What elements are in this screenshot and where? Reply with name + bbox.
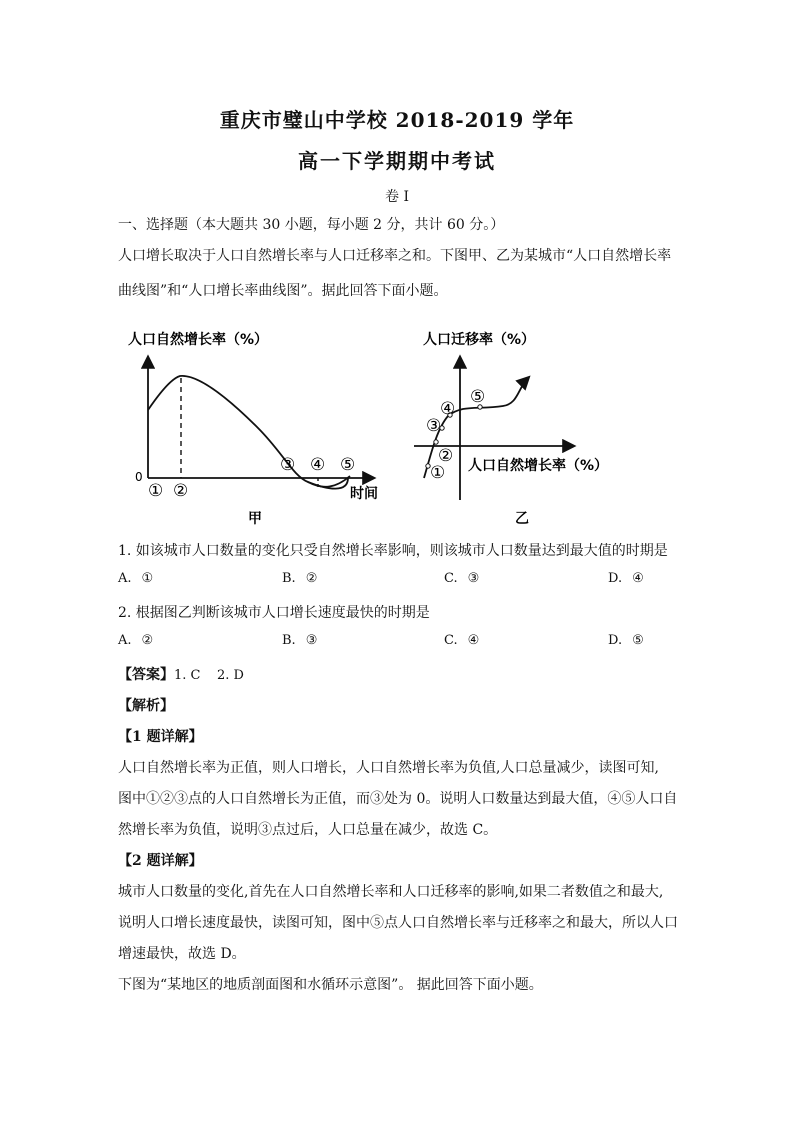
option-key: A. xyxy=(118,633,132,648)
left-origin: 0 xyxy=(135,470,143,484)
q2-detail-line-3: 增速最快，故选 D。 xyxy=(118,946,246,962)
q2-detail-line-1: 城市人口数量的变化,首先在人口自然增长率和人口迁移率的影响,如果二者数值之和最大, xyxy=(118,884,664,900)
intro-line-1: 人口增长取决于人口自然增长率与人口迁移率之和。下图甲、乙为某城市“人口自然增长率 xyxy=(118,248,672,264)
q2-detail-label: 【2 题详解】 xyxy=(118,853,203,869)
q1-option-a[interactable] xyxy=(118,571,153,586)
right-point-2 xyxy=(434,440,438,444)
q2-detail-line-2: 说明人口增长速度最快，读图可知，图中⑤点人口自然增长率与迁移率之和最大，所以人口 xyxy=(118,915,678,931)
option-text: ③ xyxy=(467,571,480,586)
option-key: D. xyxy=(608,571,623,586)
answer-label: 【答案】 xyxy=(118,667,174,683)
q1-option-b[interactable] xyxy=(282,571,317,586)
intro-line-2: 曲线图”和“人口增长率曲线图”。据此回答下面小题。 xyxy=(118,283,448,299)
option-key: A. xyxy=(118,571,132,586)
exam-title-line1: 重庆市璧山中学校 2018-2019 学年 xyxy=(219,108,575,132)
option-text: ② xyxy=(305,571,318,586)
option-key: D. xyxy=(608,633,623,648)
graph-left xyxy=(128,331,378,527)
answer-line xyxy=(118,664,244,684)
right-marker-3: ③ xyxy=(426,416,442,436)
q1-option-c[interactable] xyxy=(444,571,479,586)
q2-option-a[interactable] xyxy=(118,633,153,648)
q1-detail-line-1: 人口自然增长率为正值，则人口增长，人口自然增长率为负值,人口总量减少，读图可知, xyxy=(118,760,659,776)
population-figure xyxy=(118,318,609,530)
right-xlabel: 人口自然增长率（%） xyxy=(468,458,609,474)
q2-option-c[interactable] xyxy=(444,633,479,648)
option-text: ④ xyxy=(632,571,644,586)
option-key: C. xyxy=(444,633,458,648)
question-2-stem: 2. 根据图乙判断该城市人口增长速度最快的时期是 xyxy=(118,605,430,621)
graph-right xyxy=(414,331,608,527)
option-text: ④ xyxy=(467,633,480,648)
right-marker-5: ⑤ xyxy=(470,387,486,407)
left-ylabel: 人口自然增长率（%） xyxy=(128,332,269,348)
option-text: ③ xyxy=(305,633,318,648)
question-1-stem: 1. 如该城市人口数量的变化只受自然增长率影响，则该城市人口数量达到最大值的时期是 xyxy=(118,543,668,559)
option-key: B. xyxy=(282,633,296,648)
q1-option-d[interactable] xyxy=(608,571,644,586)
section-heading: 一、选择题（本大题共 30 小题，每小题 2 分，共计 60 分。） xyxy=(118,217,505,233)
answer-text: 1. C 2. D xyxy=(174,668,244,683)
q2-option-b[interactable] xyxy=(282,633,317,648)
analysis-label: 【解析】 xyxy=(118,698,174,714)
left-marker-3: ③ xyxy=(280,455,296,475)
volume-label: 卷 I xyxy=(385,189,409,205)
right-ylabel: 人口迁移率（%） xyxy=(423,332,536,348)
exam-title-line2: 高一下学期期中考试 xyxy=(298,149,496,173)
right-marker-2: ② xyxy=(438,446,454,466)
left-marker-1: ① xyxy=(148,481,164,501)
right-marker-4: ④ xyxy=(440,399,456,419)
next-question-intro: 下图为“某地区的地质剖面图和水循环示意图”。 据此回答下面小题。 xyxy=(118,977,543,993)
option-key: B. xyxy=(282,571,296,586)
option-text: ① xyxy=(141,571,154,586)
q1-detail-line-3: 然增长率为负值，说明③点过后，人口总量在减少，故选 C。 xyxy=(118,822,498,838)
option-text: ② xyxy=(141,633,154,648)
left-marker-5: ⑤ xyxy=(340,455,356,475)
right-marker-1: ① xyxy=(430,463,446,483)
option-text: ⑤ xyxy=(632,633,644,648)
left-marker-4: ④ xyxy=(310,455,326,475)
left-marker-2: ② xyxy=(173,481,189,501)
left-caption: 甲 xyxy=(248,511,262,527)
option-key: C. xyxy=(444,571,458,586)
left-xlabel: 时间 xyxy=(350,486,378,502)
right-caption: 乙 xyxy=(515,511,529,527)
q1-detail-line-2: 图中①②③点的人口自然增长为正值，而③处为 0。说明人口数量达到最大值，④⑤人口自 xyxy=(118,791,678,807)
q1-detail-label: 【1 题详解】 xyxy=(118,729,203,745)
q2-option-d[interactable] xyxy=(608,633,644,648)
